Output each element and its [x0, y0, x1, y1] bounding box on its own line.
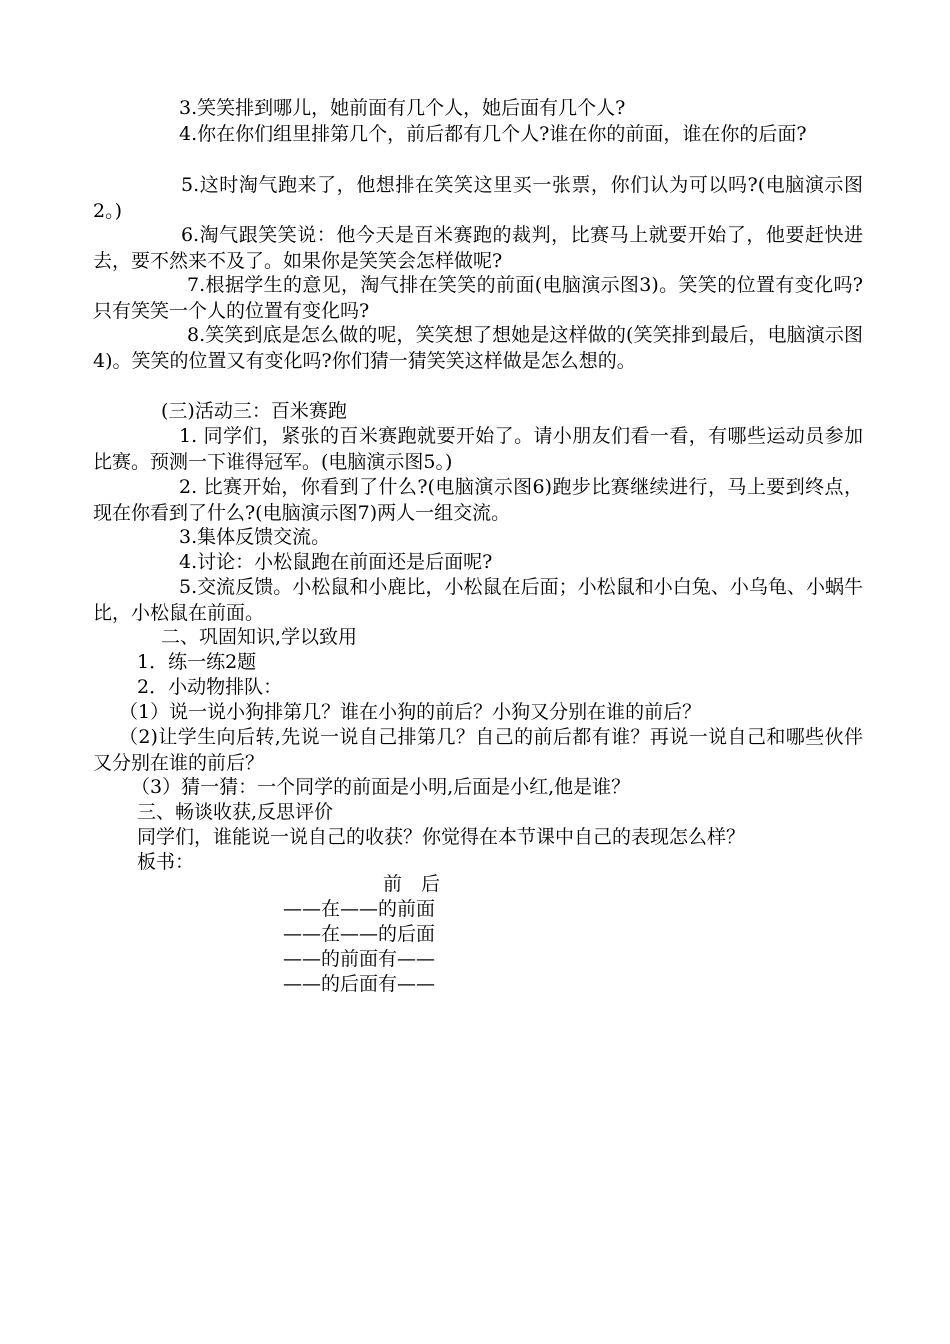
- section2-sub2: （2)让学生向后转,先说一说自己排第几？自己的前后都有谁？再说一说自己和哪些伙伴又分别在谁的前后？: [93, 726, 863, 774]
- section2-heading: 二、巩固知识,学以致用: [161, 626, 358, 648]
- part1-item8: 8.笑笑到底是怎么做的呢，笑笑想了想她是这样做的(笑笑排到最后，电脑演示图4)。笑笑的位置又有变化吗?你们猜一猜笑笑这样做是怎么想的。: [93, 324, 863, 372]
- section3-question: 同学们，谁能说一说自己的收获？你觉得在本节课中自己的表现怎么样？: [137, 826, 746, 848]
- activity3-item1: 1. 同学们，紧张的百米赛跑就要开始了。请小朋友们看一看，有哪些运动员参加比赛。预测一下谁得冠军。(电脑演示图5。): [93, 425, 863, 473]
- section2-sub3: （3）猜一猜：一个同学的前面是小明,后面是小红,他是谁？: [131, 776, 631, 798]
- section2-item2: 2．小动物排队：: [137, 676, 283, 698]
- board-line-1: ——在——的前面: [283, 898, 436, 920]
- activity3-item4: 4.讨论：小松鼠跑在前面还是后面呢?: [179, 551, 493, 573]
- activity3-heading: (三)活动三：百米赛跑: [161, 400, 347, 422]
- activity3-item2: 2. 比赛开始，你看到了什么?(电脑演示图6)跑步比赛继续进行，马上要到终点，现在你看到了什么?(电脑演示图7)两人一组交流。: [93, 476, 863, 524]
- section3-heading: 三、畅谈收获,反思评价: [137, 801, 334, 823]
- part1-item4: 4.你在你们组里排第几个，前后都有几个人?谁在你的前面，谁在你的后面?: [179, 123, 807, 145]
- activity3-item5: 5.交流反馈。小松鼠和小鹿比，小松鼠在后面；小松鼠和小白兔、小乌龟、小蜗牛比，小松鼠在前面。: [93, 576, 863, 624]
- part1-item6: 6.淘气跟笑笑说：他今天是百米赛跑的裁判，比赛马上就要开始了，他要赶快进去，要不然来不及了。如果你是笑笑会怎样做呢?: [93, 224, 863, 272]
- part1-item5: 5.这时淘气跑来了，他想排在笑笑这里买一张票，你们认为可以吗?(电脑演示图2。): [93, 174, 863, 222]
- part1-item3: 3.笑笑排到哪儿，她前面有几个人，她后面有几个人?: [179, 97, 626, 119]
- part1-item7: 7.根据学生的意见，淘气排在笑笑的前面(电脑演示图3)。笑笑的位置有变化吗?只有笑笑一个人的位置有变化吗?: [93, 274, 863, 322]
- section2-sub1: （1）说一说小狗排第几？谁在小狗的前后？小狗又分别在谁的前后？: [119, 701, 702, 723]
- board-line-3: ——的前面有——: [283, 948, 436, 970]
- board-title: 前 后: [383, 873, 441, 895]
- activity3-item3: 3.集体反馈交流。: [179, 526, 331, 548]
- board-line-2: ——在——的后面: [283, 923, 436, 945]
- section2-item1: 1．练一练2题: [137, 651, 257, 673]
- board-label: 板书：: [137, 851, 195, 873]
- board-line-4: ——的后面有——: [283, 973, 436, 995]
